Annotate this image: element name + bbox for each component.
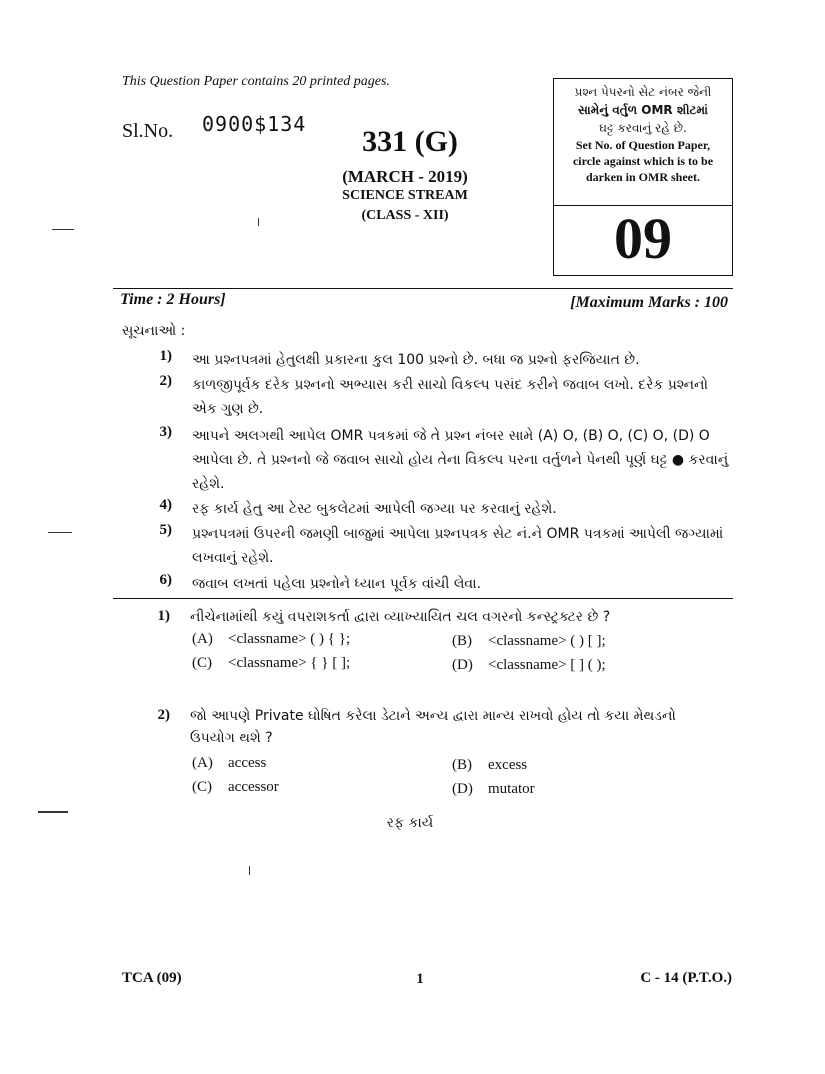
stream: SCIENCE STREAM [342, 188, 468, 203]
instruction-text: પ્રશ્નપત્રમાં ઉપરની જમણી બાજુમાં આપેલા પ્રશ્નપત્રક સેટ નં.ને OMR પત્રકમાં આપેલી જગ્યામાં લખવાનું રહેશે. [192, 526, 724, 566]
instruction-number: 6) [159, 572, 172, 588]
option-d [452, 657, 606, 674]
instructions-heading: સૂચનાઓ : [122, 323, 186, 339]
option-text: <classname> ( ) { }; [228, 631, 351, 647]
footer-code: TCA (09) [122, 970, 182, 986]
set-box-gu-line1: પ્રશ્ન પેપરનો સેટ નંબર જેની [574, 85, 712, 99]
option-label: (A) [192, 631, 213, 647]
top-rule [113, 288, 733, 289]
time-allowed: Time : 2 Hours] [120, 291, 226, 308]
set-box-en-line3: darken in OMR sheet. [586, 170, 700, 184]
set-box-gu-line3: ઘટ્ટ કરવાનું રહે છે. [599, 121, 687, 135]
option-text: <classname> { } [ ]; [228, 655, 351, 671]
instruction-text: રફ કાર્ય હેતુ આ ટેસ્ટ બુકલેટમાં આપેલી જગ્યા પર કરવાનું રહેશે. [192, 501, 557, 517]
instruction-text: જવાબ લખતાં પહેલા પ્રશ્નોને ધ્યાન પૂર્વક વાંચી લેવા. [192, 576, 482, 592]
option-text: excess [488, 757, 528, 773]
option-c [192, 655, 350, 672]
option-text: <classname> [ ] ( ); [488, 657, 606, 673]
option-a [192, 755, 266, 772]
instruction-text: કાળજીપૂર્વક દરેક પ્રશ્નનો અભ્યાસ કરી સાચો વિકલ્પ પસંદ કરીને જવાબ લખો. દરેક પ્રશ્નનો એક ગુણ છે. [192, 377, 708, 417]
option-text: accessor [228, 779, 279, 795]
class-label: (CLASS - XII) [361, 208, 449, 223]
option-text: <classname> ( ) [ ]; [488, 633, 606, 649]
scan-mark [52, 229, 74, 230]
question-number: 1) [157, 608, 170, 624]
option-label: (D) [452, 657, 473, 673]
instruction-number: 4) [159, 497, 172, 513]
exam-date: (MARCH - 2019) [342, 167, 468, 186]
paper-code: 331 (G) [362, 125, 458, 158]
set-number: 09 [614, 206, 672, 271]
set-box-en-line1: Set No. of Question Paper, [575, 138, 711, 152]
scan-mark [48, 532, 72, 533]
option-a [192, 631, 350, 648]
option-label: (C) [192, 779, 212, 795]
option-label: (D) [452, 781, 473, 797]
option-c [192, 779, 279, 796]
scan-mark [258, 218, 259, 226]
option-label: (B) [452, 633, 472, 649]
instruction-number: 3) [159, 424, 172, 440]
question-text: જો આપણે Private ઘોષિત કરેલા ડેટાને અન્ય દ્વારા માન્ય રાખવો હોય તો કયા મેથડનો ઉપયોગ થશે ? [190, 708, 676, 746]
footer-pto: C - 14 (P.T.O.) [640, 970, 732, 986]
question-text: નીચેનામાંથી કયું વપરાશકર્તા દ્વારા વ્યાખ્યાયિત ચલ વગરનો કન્સ્ટ્રક્ટર છે ? [190, 609, 611, 625]
pages-note: This Question Paper contains 20 printed pages. [122, 74, 390, 89]
set-box-en-line2: circle against which is to be [572, 154, 714, 168]
instruction-text: આ પ્રશ્નપત્રમાં હેતુલક્ષી પ્રકારના કુલ 100 પ્રશ્નો છે. બધા જ પ્રશ્નો ફરજિયાત છે. [192, 352, 640, 368]
scan-mark [38, 811, 68, 813]
option-b [452, 757, 527, 774]
instruction-number: 5) [159, 522, 172, 538]
instruction-number: 2) [159, 373, 172, 389]
set-box-gu-line2: સામેનું વર્તુળ OMR શીટમાં [578, 103, 708, 117]
option-label: (C) [192, 655, 212, 671]
serial-number-label: Sl.No. [122, 120, 174, 142]
option-text: access [228, 755, 267, 771]
rough-work-label: રફ કાર્ય [386, 815, 434, 831]
instruction-text: આપને અલગથી આપેલ OMR પત્રકમાં જે તે પ્રશ્ન નંબર સામે (A) O, (B) O, (C) O, (D) O આપેલા છે. તે પ્રશ્નનો જે જવાબ સાચો હોય તેના વિકલ્પ પરના વર્તુળને પેનથી પૂર્ણ ઘટ્ટ ● કરવાનું રહેશે. [192, 428, 729, 492]
question-number: 2) [157, 707, 170, 723]
option-text: mutator [488, 781, 535, 797]
page-number: 1 [416, 971, 424, 987]
section-rule [113, 598, 733, 599]
serial-number-value: 0900$134 [202, 112, 307, 136]
maximum-marks: [Maximum Marks : 100 [570, 294, 728, 311]
instruction-number: 1) [159, 348, 172, 364]
option-d [452, 781, 535, 798]
option-label: (B) [452, 757, 472, 773]
option-b [452, 633, 606, 650]
scan-mark [249, 866, 250, 875]
option-label: (A) [192, 755, 213, 771]
